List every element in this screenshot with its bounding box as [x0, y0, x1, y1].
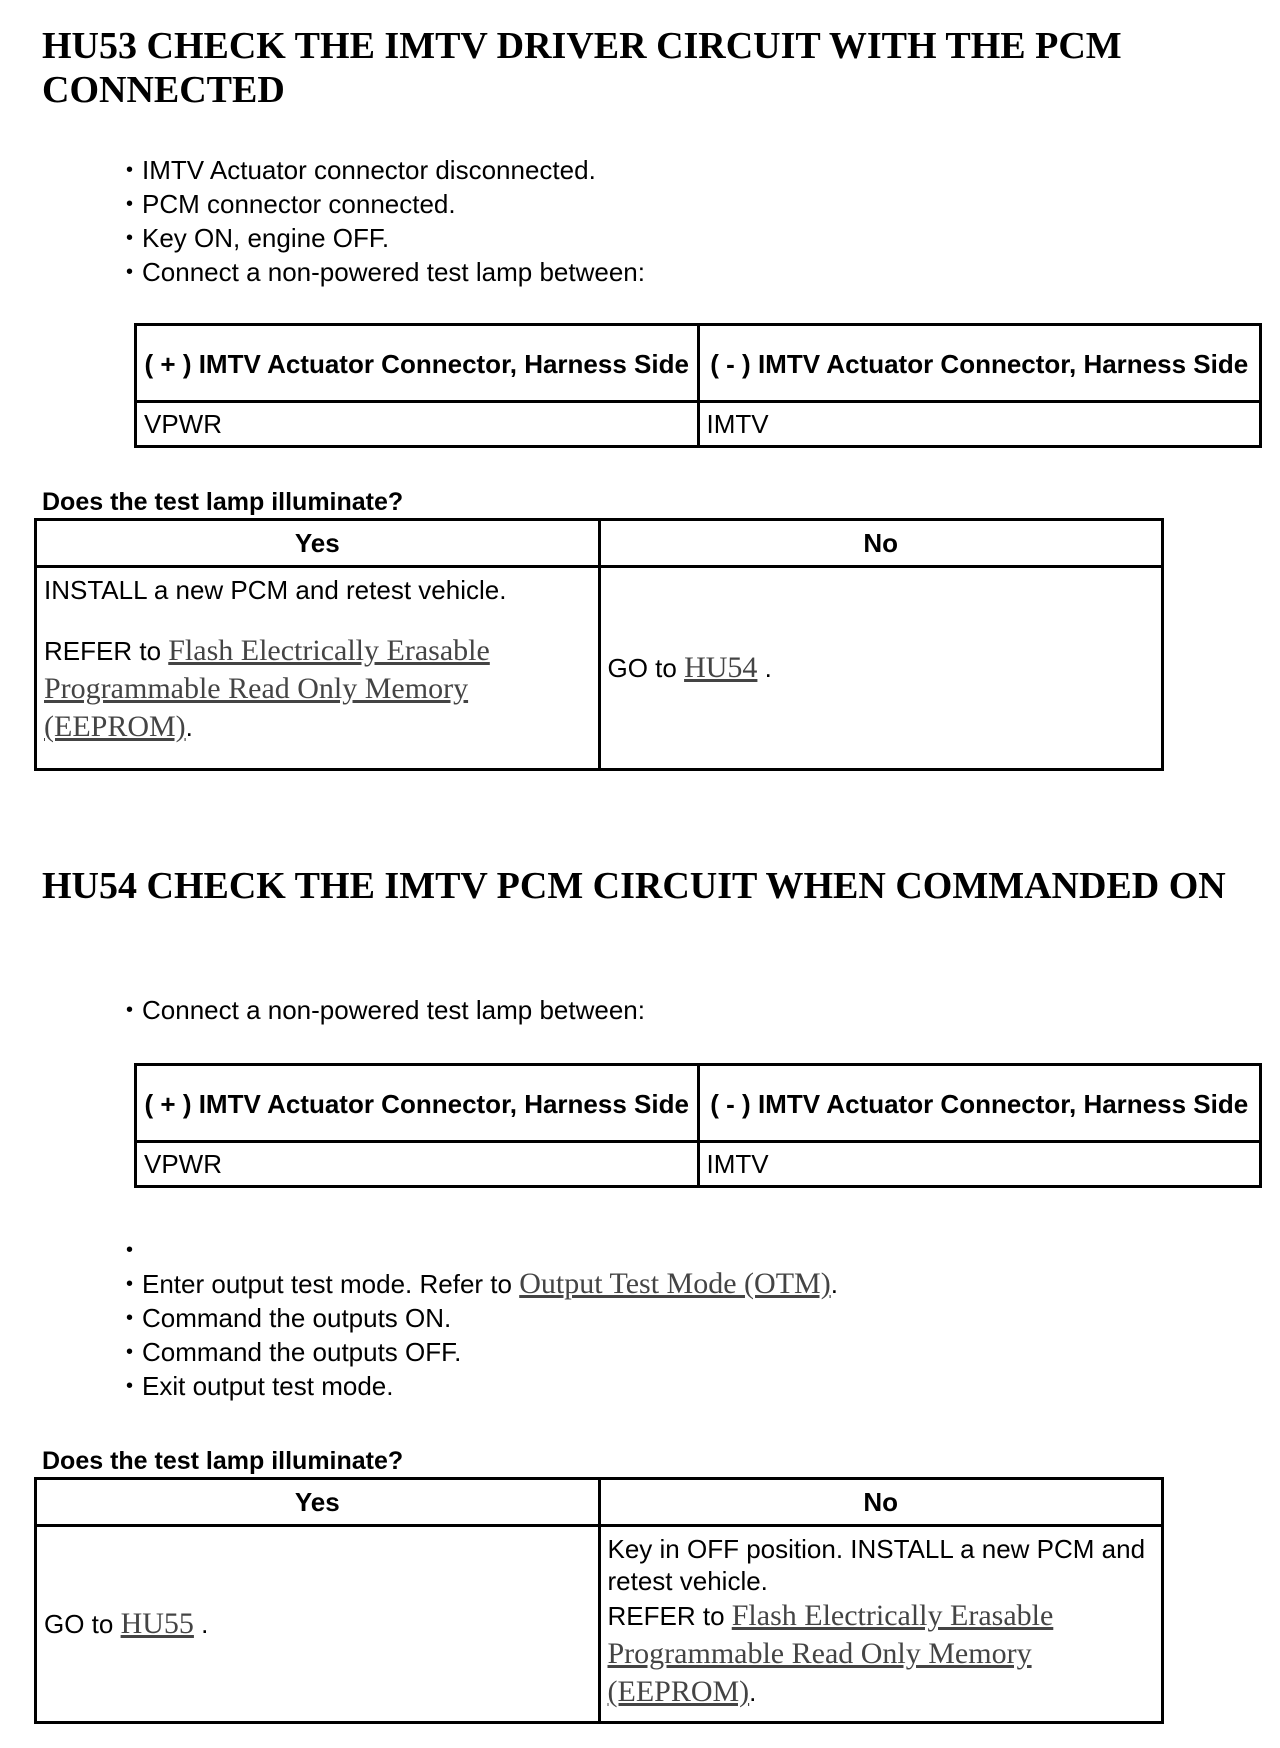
- list-item: • Connect a non-powered test lamp between:: [126, 257, 645, 287]
- hu53-connector-table: [134, 323, 1262, 448]
- hu54-title: HU54 CHECK THE IMTV PCM CIRCUIT WHEN COMMANDED ON: [42, 865, 1226, 907]
- plus-pin-value: VPWR: [136, 402, 699, 447]
- hu54-link[interactable]: HU54: [684, 651, 758, 684]
- list-item: • Enter output test mode. Refer to Output Test Mode (OTM).: [126, 1267, 838, 1300]
- bullet-icon: •: [126, 1341, 134, 1363]
- bullet-icon: •: [126, 1375, 134, 1397]
- hu53-title: HU53 CHECK THE IMTV DRIVER CIRCUIT WITH THE PCM CONNECTED: [42, 25, 1122, 111]
- eeprom-link[interactable]: Flash Electrically Erasable Programmable Read Only Memory (EEPROM): [607, 1599, 1054, 1708]
- plus-connector-header: ( + ) IMTV Actuator Connector, Harness Side: [136, 1065, 699, 1142]
- minus-pin-value: IMTV: [698, 1142, 1261, 1187]
- list-item: • Connect a non-powered test lamp between:: [126, 995, 645, 1025]
- no-header: No: [599, 1479, 1163, 1526]
- hu54-step-list: [126, 993, 645, 1027]
- no-cell: [599, 1526, 1163, 1723]
- yes-cell: GO to HU55 .: [36, 1526, 600, 1723]
- hu53-step-list: [126, 153, 645, 289]
- plus-connector-header: ( + ) IMTV Actuator Connector, Harness Side: [136, 325, 699, 402]
- minus-connector-header: ( - ) IMTV Actuator Connector, Harness Side: [698, 325, 1261, 402]
- bullet-icon: •: [126, 1307, 134, 1329]
- no-refer: REFER to Flash Electrically Erasable Programmable Read Only Memory (EEPROM).: [607, 1599, 1054, 1708]
- yes-header: Yes: [36, 520, 600, 567]
- minus-connector-header: ( - ) IMTV Actuator Connector, Harness Side: [698, 1065, 1261, 1142]
- hu53-result-table: [34, 518, 1164, 771]
- list-item: • Exit output test mode.: [126, 1371, 394, 1401]
- minus-pin-value: IMTV: [698, 402, 1261, 447]
- hu54-connector-table: [134, 1063, 1262, 1188]
- list-item: • PCM connector connected.: [126, 189, 456, 219]
- bullet-icon: •: [126, 999, 134, 1021]
- eeprom-link[interactable]: Flash Electrically Erasable Programmable Read Only Memory (EEPROM): [44, 634, 490, 743]
- no-header: No: [599, 520, 1163, 567]
- hu54-otm-step-list: [126, 1233, 838, 1403]
- bullet-icon: •: [126, 1273, 134, 1295]
- list-item: • Key ON, engine OFF.: [126, 223, 390, 253]
- bullet-icon: •: [126, 193, 134, 215]
- no-instruction: Key in OFF position. INSTALL a new PCM and retest vehicle.: [607, 1534, 1146, 1596]
- list-item: [126, 1233, 838, 1267]
- yes-instruction: INSTALL a new PCM and retest vehicle.: [44, 575, 507, 605]
- yes-header: Yes: [36, 1479, 600, 1526]
- hu53-question: Does the test lamp illuminate?: [42, 488, 404, 516]
- bullet-icon: •: [126, 159, 134, 181]
- list-item: • Command the outputs OFF.: [126, 1337, 462, 1367]
- hu55-link[interactable]: HU55: [120, 1607, 194, 1640]
- yes-cell: [36, 567, 600, 770]
- yes-refer: REFER to Flash Electrically Erasable Programmable Read Only Memory (EEPROM).: [44, 634, 490, 743]
- bullet-icon: •: [126, 227, 134, 249]
- otm-link[interactable]: Output Test Mode (OTM): [519, 1267, 831, 1300]
- list-item: • IMTV Actuator connector disconnected.: [126, 155, 596, 185]
- list-item: • Command the outputs ON.: [126, 1303, 452, 1333]
- hu54-result-table: [34, 1477, 1164, 1724]
- bullet-icon: •: [126, 1239, 134, 1261]
- bullet-icon: •: [126, 261, 134, 283]
- no-cell: GO to HU54 .: [599, 567, 1163, 770]
- plus-pin-value: VPWR: [136, 1142, 699, 1187]
- hu54-question: Does the test lamp illuminate?: [42, 1447, 404, 1475]
